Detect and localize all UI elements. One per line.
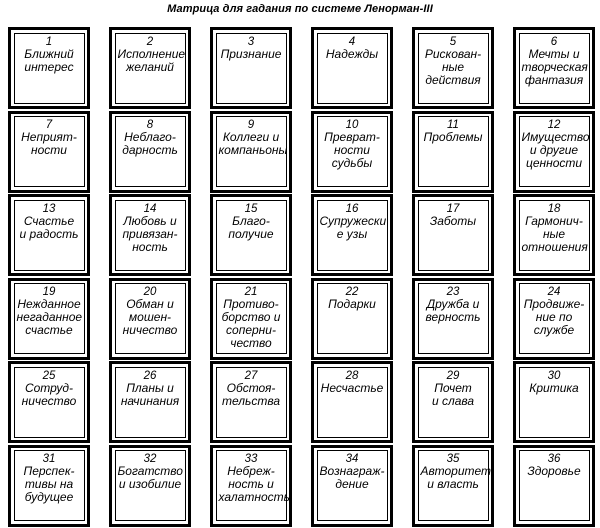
cell-number: 22 xyxy=(345,286,359,299)
cell-label: Обман и мошен- ничество xyxy=(122,297,178,338)
matrix-cell xyxy=(311,361,393,443)
cell-number: 21 xyxy=(244,286,258,299)
cell-number: 8 xyxy=(146,119,154,132)
matrix-cell xyxy=(412,194,494,276)
matrix-cell xyxy=(210,194,292,276)
cell-number: 24 xyxy=(547,286,561,299)
cell-label: Неприят- ности xyxy=(21,130,77,158)
cell-label: Гармонич- ные отношения xyxy=(521,213,588,254)
matrix-cell xyxy=(513,194,595,276)
cell-label: Небреж- ность и халатность xyxy=(218,464,290,505)
cell-number: 18 xyxy=(547,202,561,215)
matrix-cell xyxy=(513,445,595,527)
cell-number: 29 xyxy=(446,369,460,382)
matrix-cell xyxy=(210,445,292,527)
cell-label: Ближний интерес xyxy=(24,46,74,74)
cell-label: Подарки xyxy=(328,297,376,312)
cell-number: 6 xyxy=(550,35,558,48)
cell-number: 19 xyxy=(42,286,56,299)
cell-number: 34 xyxy=(345,453,359,466)
cell-number: 28 xyxy=(345,369,359,382)
cell-number: 36 xyxy=(547,453,561,466)
matrix-cell xyxy=(8,27,90,109)
cell-label: Любовь и привязан- ность xyxy=(122,213,178,254)
matrix-cell xyxy=(513,278,595,360)
cell-label: Здоровье xyxy=(527,464,581,479)
cell-number: 9 xyxy=(247,119,255,132)
cell-number: 4 xyxy=(348,35,356,48)
cell-label: Планы и начинания xyxy=(120,380,180,408)
matrix-cell xyxy=(513,27,595,109)
cell-number: 27 xyxy=(244,369,258,382)
cell-label: Противо- борство и соперни- чество xyxy=(221,297,281,351)
cell-number: 32 xyxy=(143,453,157,466)
cell-number: 15 xyxy=(244,202,258,215)
matrix-cell xyxy=(109,361,191,443)
cell-label: Мечты и творческая фантазия xyxy=(521,46,588,87)
matrix-cell xyxy=(210,361,292,443)
cell-label: Критика xyxy=(529,380,579,395)
cell-number: 11 xyxy=(447,119,459,132)
cell-number: 20 xyxy=(143,286,157,299)
cell-label: Имущество и другие ценности xyxy=(521,130,590,171)
cell-label: Преврат- ности судьбы xyxy=(324,130,380,171)
cell-number: 2 xyxy=(146,35,154,48)
matrix-cell xyxy=(8,278,90,360)
cell-number: 3 xyxy=(247,35,255,48)
matrix-cell xyxy=(311,111,393,193)
matrix-cell xyxy=(8,194,90,276)
cell-label: Надежды xyxy=(325,46,379,61)
cell-number: 33 xyxy=(244,453,258,466)
cell-label: Несчастье xyxy=(320,380,384,395)
cell-label: Рискован- ные действия xyxy=(424,46,482,87)
matrix-cell xyxy=(109,111,191,193)
cell-label: Неблаго- дарность xyxy=(122,130,178,158)
cell-number: 31 xyxy=(42,453,56,466)
cell-number: 14 xyxy=(143,202,157,215)
cell-label: Богатство и изобилие xyxy=(117,464,183,492)
cell-number: 23 xyxy=(446,286,460,299)
cell-label: Коллеги и компаньоны xyxy=(218,130,288,158)
cell-number: 35 xyxy=(446,453,460,466)
matrix-cell xyxy=(311,445,393,527)
cell-number: 5 xyxy=(449,35,457,48)
cell-label: Сотруд- ничество xyxy=(21,380,77,408)
cell-label: Продвиже- ние по службе xyxy=(523,297,585,338)
matrix-cell xyxy=(109,27,191,109)
matrix-cell xyxy=(513,361,595,443)
cell-label: Вознаграж- дение xyxy=(319,464,385,492)
cell-label: Благо- получие xyxy=(228,213,274,241)
matrix-cell xyxy=(412,445,494,527)
cell-label: Супружески е узы xyxy=(319,213,387,241)
matrix-cell xyxy=(210,111,292,193)
matrix-cell xyxy=(513,111,595,193)
cell-number: 17 xyxy=(446,202,460,215)
matrix-cell xyxy=(109,194,191,276)
matrix-cell xyxy=(210,27,292,109)
matrix-cell xyxy=(109,445,191,527)
matrix-cell xyxy=(8,445,90,527)
cell-label: Признание xyxy=(220,46,282,61)
cell-number: 12 xyxy=(547,119,561,132)
matrix-cell xyxy=(109,278,191,360)
matrix-cell xyxy=(311,278,393,360)
cell-number: 16 xyxy=(345,202,359,215)
cell-label: Заботы xyxy=(429,213,477,228)
cell-label: Проблемы xyxy=(423,130,483,145)
matrix-cell xyxy=(412,111,494,193)
cell-number: 30 xyxy=(547,369,561,382)
cell-label: Счастье и радость xyxy=(19,213,79,241)
page-title: Матрица для гадания по системе Ленорман-III xyxy=(167,3,433,15)
matrix-cell xyxy=(311,194,393,276)
cell-number: 13 xyxy=(42,202,56,215)
matrix-cell xyxy=(311,27,393,109)
matrix-cell xyxy=(210,278,292,360)
cell-number: 7 xyxy=(45,119,53,132)
matrix-cell xyxy=(8,111,90,193)
cell-number: 1 xyxy=(45,35,53,48)
cell-label: Перспек- тивы на будущее xyxy=(23,464,75,505)
cell-label: Обстоя- тельства xyxy=(221,380,281,408)
cell-number: 25 xyxy=(42,369,56,382)
cell-number: 10 xyxy=(345,119,359,132)
cell-label: Дружба и верность xyxy=(425,297,481,325)
cell-label: Исполнение желаний xyxy=(117,46,186,74)
cell-label: Нежданное негаданное счастье xyxy=(16,297,83,338)
matrix-cell xyxy=(412,27,494,109)
lenormand-matrix xyxy=(8,27,596,527)
matrix-cell xyxy=(8,361,90,443)
cell-number: 26 xyxy=(143,369,157,382)
matrix-cell xyxy=(412,278,494,360)
matrix-cell xyxy=(412,361,494,443)
cell-label: Авторитет и власть xyxy=(420,464,492,492)
cell-label: Почет и слава xyxy=(431,380,475,408)
